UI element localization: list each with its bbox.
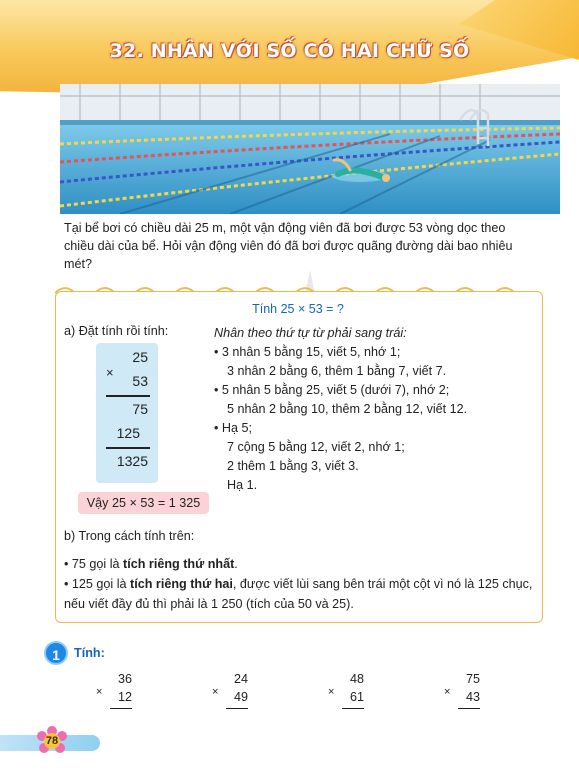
- column-multiplication: [96, 343, 158, 483]
- b-item-1: • 75 gọi là tích riêng thứ nhất.: [64, 557, 238, 571]
- part-a-label: a) Đặt tính rồi tính:: [64, 324, 169, 338]
- page-number: 78: [45, 735, 59, 747]
- step-line: 2 thêm 1 bằng 3, viết 3.: [227, 459, 359, 473]
- factor-b: 61: [349, 690, 364, 704]
- step-line: • 3 nhân 5 bằng 15, viết 5, nhớ 1;: [214, 345, 401, 359]
- operator: ×: [328, 686, 335, 698]
- multiplier: 53: [132, 373, 148, 389]
- factor-b: 43: [465, 690, 480, 704]
- step-line: 5 nhân 2 bằng 10, thêm 2 bằng 12, viết 12.: [227, 402, 468, 416]
- product: 1325: [116, 453, 148, 469]
- multiplicand: 25: [132, 349, 148, 365]
- underline: [458, 708, 480, 709]
- pool-illustration: [60, 84, 560, 214]
- operator: ×: [212, 686, 219, 698]
- operator: ×: [444, 686, 451, 698]
- box-title: Tính 25 × 53 = ?: [252, 302, 344, 316]
- factor-b: 12: [117, 690, 132, 704]
- underline: [110, 708, 132, 709]
- step-line: Hạ 1.: [227, 478, 258, 492]
- operator: ×: [106, 365, 114, 380]
- steps-lead: Nhân theo thứ tự từ phải sang trái:: [214, 326, 407, 340]
- partial-product-1: 75: [132, 401, 148, 417]
- factor-a: 36: [117, 672, 132, 686]
- step-line: • Hạ 5;: [214, 421, 253, 435]
- factor-a: 75: [465, 672, 480, 686]
- exercise-title: Tính:: [74, 646, 105, 660]
- underline: [226, 708, 248, 709]
- part-b-label: b) Trong cách tính trên:: [64, 529, 195, 543]
- underline: [342, 708, 364, 709]
- lesson-title: 32. NHÂN VỚI SỐ CÓ HAI CHỮ SỐ: [109, 40, 470, 62]
- step-line: 7 cộng 5 bằng 12, viết 2, nhớ 1;: [227, 440, 405, 454]
- result-pill: Vậy 25 × 53 = 1 325: [78, 492, 209, 514]
- step-line: • 5 nhân 5 bằng 25, viết 5 (dưới 7), nhớ 2;: [214, 383, 450, 397]
- line-2: [106, 447, 150, 449]
- exercise-item: [92, 672, 132, 714]
- part-b-list: [64, 554, 534, 614]
- factor-b: 49: [233, 690, 248, 704]
- steps-explanation: [214, 324, 534, 495]
- factor-a: 24: [233, 672, 248, 686]
- step-line: 3 nhân 2 bằng 6, thêm 1 bằng 7, viết 7.: [227, 364, 447, 378]
- exercise-item: [440, 672, 480, 714]
- problem-text: Tại bể bơi có chiều dài 25 m, một vận động viên đã bơi được 53 vòng dọc theo chiều dài của bể. Hỏi vận động viên đó đã bơi được quãng đường dài bao nhiêu mét?: [64, 221, 513, 271]
- number-circle-icon: 1: [44, 641, 68, 665]
- operator: ×: [96, 686, 103, 698]
- factor-a: 48: [349, 672, 364, 686]
- partial-product-2: 125: [116, 425, 140, 441]
- b-item-2: • 125 gọi là tích riêng thứ hai, được viết lùi sang bên trái một cột vì nó là 125 chục, nếu viết đầy đủ thì phải là 1 250 (tích của 50 và 25).: [64, 577, 533, 611]
- line-1: [106, 395, 150, 397]
- exercise-item: [324, 672, 364, 714]
- pool-scene: [60, 84, 560, 214]
- exercise-item: [208, 672, 248, 714]
